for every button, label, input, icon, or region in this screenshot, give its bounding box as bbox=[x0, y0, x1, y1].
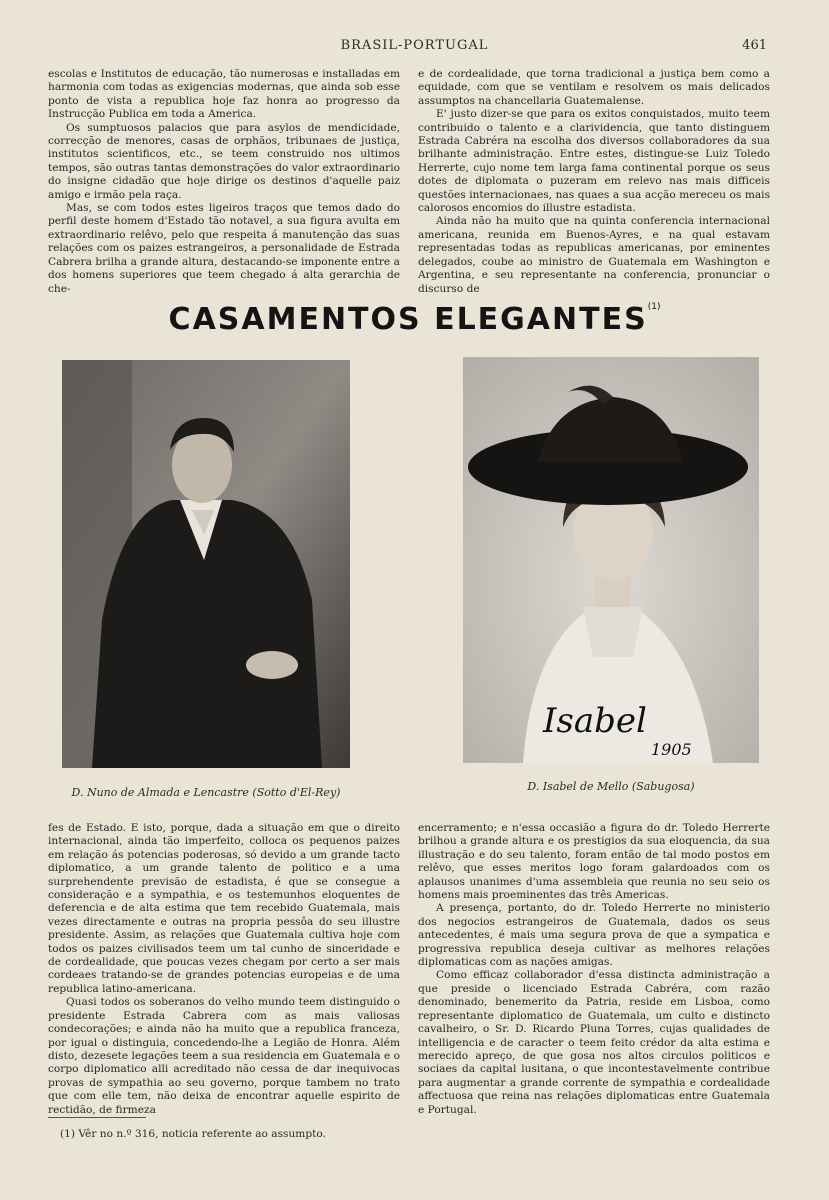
paragraph: Os sumptuosos palacios que para asylos de mendicidade, correcção de menores, casas de orphãos, tribunaes de justiça, institutos scientificos, etc., se teem construido nos ultimos tempos, são outras tantas demonstrações do valor extraordinario do insigne cidadão que hoje dirige os destinos d'aquelle paiz amigo e irmão pela raça. bbox=[48, 121, 400, 201]
footnote-ref: (1) bbox=[647, 302, 661, 312]
signature-text: Isabel bbox=[543, 701, 647, 741]
section-title bbox=[0, 302, 829, 337]
paragraph: escolas e Institutos de educação, tão numerosas e installadas em harmonia com todas as exigencias modernas, que ainda sob esse ponto de vista a republica hoje faz honra ao progresso da Instrucção Publica em toda a America. bbox=[48, 68, 400, 121]
paragraph: A presença, portanto, do dr. Toledo Herrerte no ministerio dos negocios estrangeiros de Guatemala, dados os seus antecedentes, é mais uma segura prova de que a sympatica e progressiva republica deseja cultivar as melhores relações diplomaticas com as nações amigas. bbox=[418, 902, 770, 969]
paragraph: Mas, se com todos estes ligeiros traços que temos dado do perfil deste homem d'Estado tão notavel, a sua figura avulta em extraordinario relêvo, pelo que respeita á manutenção das suas relações com os paizes estrangeiros, a personalidade de Estrada Cabrera brilha a grande altura, destacando-se imponente entre a dos homens superiores que teem chegado á alta gerarchia de che- bbox=[48, 202, 400, 295]
paragraph: Como efficaz collaborador d'essa distincta administração a que preside o licenciado Estrada Cabréra, com razão denominado, benemerito da Patria, reside em Lisboa, como representante diplomatico de Guatemala, um culto e distincto cavalheiro, o Sr. D. Ricardo Pluna Torres, cujas qualidades de intelligencia e de caracter o teem feito crédor da alta estima e merecido apreço, de que gosa nos altos circulos politicos e sociaes da capital lusitana, o que incontestavelmente contribue para augmentar a grande corrente de sympathia e cordealidade affectuosa que reina nas relações diplomaticas entre Guatemala e Portugal. bbox=[418, 969, 770, 1116]
running-head: BRASIL-PORTUGAL bbox=[340, 38, 489, 53]
portrait-illustration bbox=[463, 357, 759, 763]
paragraph: Quasi todos os soberanos do velho mundo teem distinguido o presidente Estrada Cabrera com as mais valiosas condecorações; e ainda não ha muito que a republica franceza, por igual o distinguia, concedendo-lhe a Legião de Honra. Além disto, dezesete legações teem a sua residencia em Guatemala e o corpo diplomatico alli acreditado não cessa de dar inequivocas provas de sympathia ao seu governo, porque tambem no trato que com elle tem, não deixa de encontrar aquelle espirito de rectidão, de firmeza bbox=[48, 996, 400, 1116]
column-bottom-right bbox=[418, 822, 770, 1116]
column-top-left bbox=[48, 68, 400, 295]
section-title-text: CASAMENTOS ELEGANTES bbox=[168, 302, 648, 337]
paragraph: fes de Estado. E isto, porque, dada a situação em que o direito internacional, ainda tão imperfeito, colloca os pequenos paizes em relação ás potencias poderosas, só devido a um grande tacto diplomatico, a um grande talento de politico e a uma surprehendente previsão de estadista, é que se consegue a consideração e a sympathia, e os testemunhos eloquentes de deferencia e de alta estima que tem recebido Guatemala, mais vezes directamente e outras na propria pessôa do seu illustre presidente. Assim, as relações que Guatemala cultiva hoje com todos os paizes civilisados teem um tal cunho de sinceridade e de cordealidade, que poucas vezes chegam por certo a ser mais cordeaes tratando-se de grandes potencias europeias e de uma republica latino-americana. bbox=[48, 822, 400, 995]
portrait-illustration bbox=[62, 360, 350, 768]
paragraph: E' justo dizer-se que para os exitos conquistados, muito teem contribuido o talento e a clarividencia, que tanto distinguem Estrada Cabréra na escolha dos diversos collaboradores da sua brilhante administração. Entre estes, distingue-se Luiz Toledo Herrerte, cujo nome tem larga fama continental porque os seus dotes de diplomata o puzeram em relevo nas mais difficeis questões internacionaes, nas quaes a sua acção mereceu os mais calorosos encomios do illustre estadista. bbox=[418, 108, 770, 215]
portrait-photo-left bbox=[62, 360, 350, 768]
portrait-photo-right bbox=[463, 357, 759, 763]
paragraph: e de cordealidade, que torna tradicional a justiça bem como a equidade, com que se ventilam e resolvem os mais delicados assumptos na chancellaria Guatemalense. bbox=[418, 68, 770, 107]
photo-caption-right: D. Isabel de Mello (Sabugosa) bbox=[527, 780, 695, 793]
photo-caption-left: D. Nuno de Almada e Lencastre (Sotto d'El-Rey) bbox=[71, 786, 341, 799]
column-top-right bbox=[418, 68, 770, 295]
footnote: (1) Vêr no n.º 316, noticia referente ao assumpto. bbox=[60, 1128, 326, 1140]
paragraph: Ainda não ha muito que na quinta conferencia internacional americana, reunida em Buenos-Ayres, e na qual estavam representadas todas as republicas americanas, por eminentes delegados, coube ao ministro de Guatemala em Washington e Argentina, e seu representante na conferencia, pronunciar o discurso de bbox=[418, 215, 770, 295]
signature-year: 1905 bbox=[651, 740, 692, 759]
column-bottom-left bbox=[48, 822, 400, 1116]
page-number: 461 bbox=[742, 38, 767, 53]
paragraph: encerramento; e n'essa occasião a figura do dr. Toledo Herrerte brilhou a grande altura e os prestigios da sua eloquencia, da sua illustração e do seu talento, foram então de tal modo postos em relêvo, que esses meritos logo foram galardoados com os aplausos unanimes d'uma assembleia que reunia no seu seio os homens mais proeminentes das três Americas. bbox=[418, 822, 770, 902]
footnote-divider bbox=[48, 1117, 146, 1118]
